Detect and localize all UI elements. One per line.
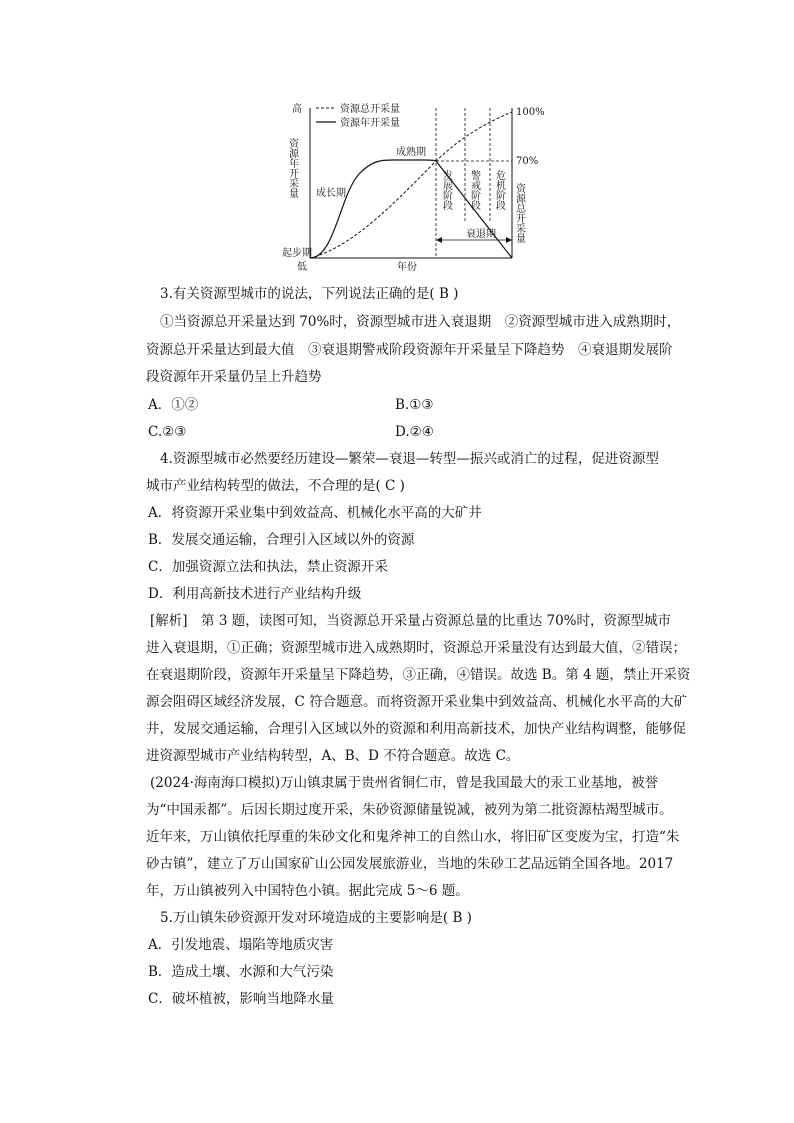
analysis-line2: 进入衰退期，①正确；资源型城市进入成熟期时，资源总开采量没有达到最大值，②错误； [146,640,686,656]
q4-option-a: A．将资源开采业集中到效益高、机械化水平高的大矿井 [148,505,482,521]
stage-start-label: 起步期 [282,248,312,259]
legend-total-label: 资源总开采量 [340,104,400,115]
q5-option-b: B．造成土壤、水源和大气污染 [148,964,334,980]
passage-line2: 为“中国汞都”。后因长期过度开采，朱砂资源储量锐减，被列为第二批资源枯竭型城市。 [146,802,673,818]
stage-crisis-label: 危机阶段 [493,170,505,210]
q5-option-c: C．破坏植被，影响当地降水量 [148,991,334,1007]
q3-option-a: A．①② [148,397,199,413]
passage-line1: (2024·海南海口模拟)万山镇隶属于贵州省铜仁市，曾是我国最大的汞工业基地，被誉 [150,775,659,791]
axis-high-label: 高 [292,104,302,115]
pct-70-label: 70% [516,156,539,167]
stage-decline-label: 衰退期 [466,229,496,240]
q4-option-c: C．加强资源立法和执法，禁止资源开采 [148,559,388,575]
q4-option-d: D．利用高新技术进行产业结构升级 [148,586,362,602]
q3-option-d: D.②④ [395,424,434,440]
q4-stem-line2: 城市产业结构转型的做法，不合理的是( C ) [146,478,405,494]
q3-stem: 3.有关资源型城市的说法，下列说法正确的是( B ) [160,286,459,302]
analysis-line3: 在衰退期阶段，资源年开采量呈下降趋势，③正确，④错误。故选 B。第 4 题，禁止开采资 [146,667,691,683]
q5-option-a: A．引发地震、塌陷等地质灾害 [148,937,334,953]
analysis-line6: 进资源型城市产业结构转型，A、B、D 不符合题意。故选 C。 [146,748,520,764]
q3-option-c: C.②③ [148,424,187,440]
y-axis-label: 资源年开采量 [286,138,298,198]
analysis-line1: [解析] 第 3 题，读图可知，当资源总开采量占资源总量的比重达 70%时，资源型城市 [150,613,672,629]
resource-city-diagram [280,98,550,278]
annual-extraction-curve [310,160,512,258]
q3-statement-line1: ①当资源总开采量达到 70%时，资源型城市进入衰退期 ②资源型城市进入成熟期时， [160,314,681,330]
q4-option-b: B．发展交通运输，合理引入区域以外的资源 [148,532,415,548]
stage-warn-label: 警戒阶段 [468,170,480,210]
stage-develop-label: 发展阶段 [440,170,452,210]
analysis-line5: 井，发展交通运输，合理引入区域以外的资源和利用高新技术，加快产业结构调整，能够促 [146,721,686,737]
resource-curve-svg [280,98,550,278]
passage-line3: 近年来，万山镇依托厚重的朱砂文化和鬼斧神工的自然山水，将旧矿区变废为宝，打造“朱 [146,829,680,845]
decline-arrow-right [506,237,512,243]
passage-line4: 砂古镇”，建立了万山国家矿山公园发展旅游业，当地的朱砂工艺品远销全国各地。2017 [146,856,674,872]
q4-stem-line1: 4.资源型城市必然要经历建设—繁荣—衰退—转型—振兴或消亡的过程，促进资源型 [160,451,659,467]
stage-mature-label: 成熟期 [396,147,426,158]
passage-line5: 年，万山镇被列入中国特色小镇。据此完成 5～6 题。 [146,883,469,899]
axis-low-label: 低 [297,262,307,273]
q5-stem: 5.万山镇朱砂资源开发对环境造成的主要影响是( B ) [160,910,472,926]
legend-annual-label: 资源年开采量 [340,118,400,129]
q3-option-b: B.①③ [395,397,434,413]
stage-growth-label: 成长期 [316,188,346,199]
x-axis-label: 年份 [397,262,417,273]
pct-100-label: 100% [516,107,545,118]
analysis-line4: 源会阻碍区域经济发展，C 符合题意。而将资源开采业集中到效益高、机械化水平高的大矿 [146,694,688,710]
decline-arrow-left [436,237,442,243]
q3-statement-line2: 资源总开采量达到最大值 ③衰退期警戒阶段资源年开采量呈下降趋势 ④衰退期发展阶 [146,342,673,358]
q3-statement-line3: 段资源年开采量仍呈上升趋势 [146,369,322,385]
right-axis-label: 资源总开采量 [513,183,525,243]
